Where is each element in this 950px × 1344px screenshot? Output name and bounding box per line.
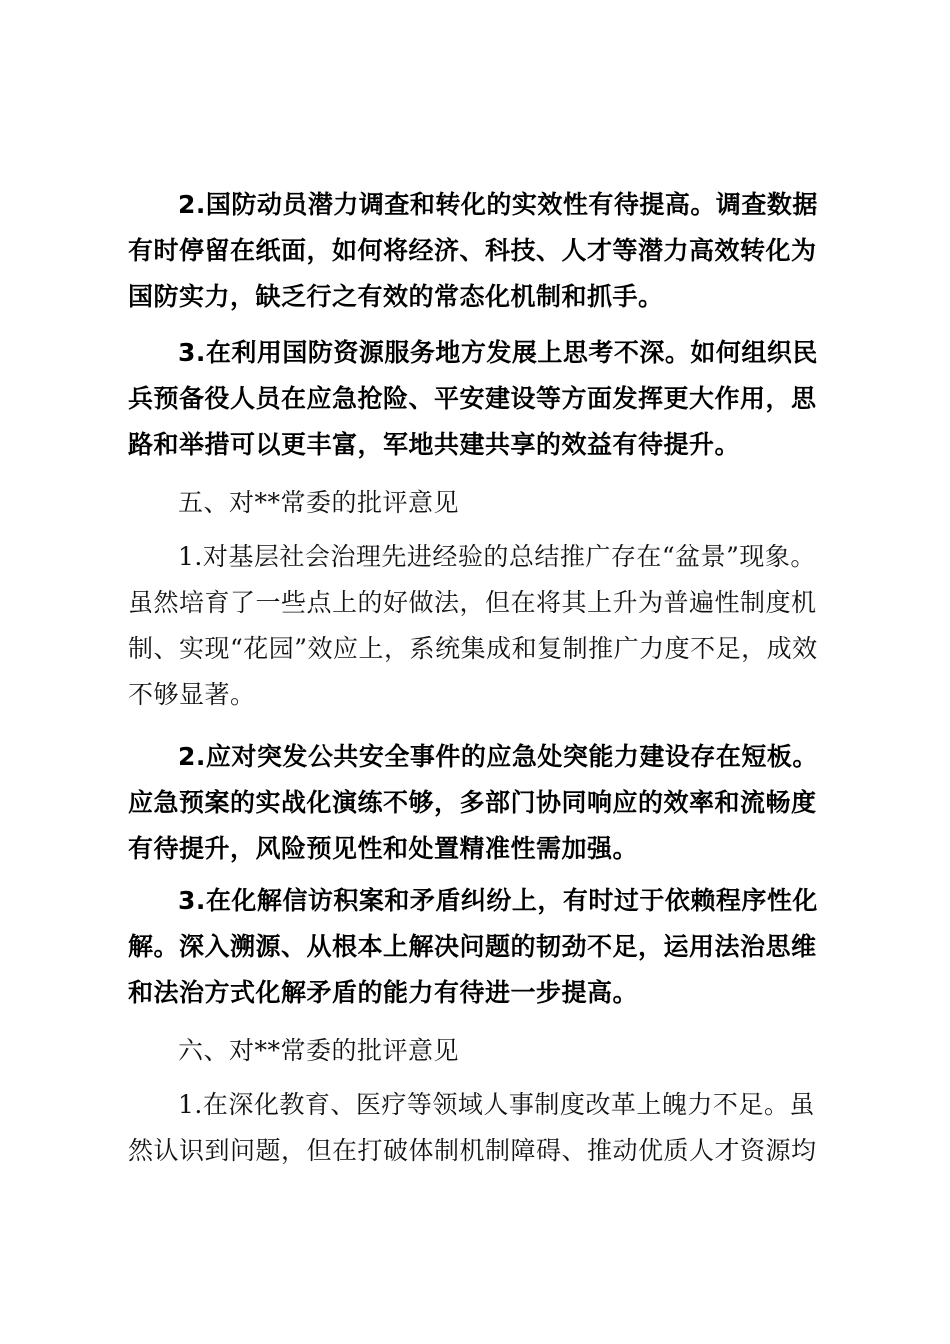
paragraph-national-defense-potential: 2.国防动员潜力调查和转化的实效性有待提高。调查数据有时停留在纸面，如何将经济、科技、人才等潜力高效转化为国防实力，缺乏行之有效的常态化机制和抓手。 <box>128 190 818 311</box>
paragraph-emergency-response: 2.应对突发公共安全事件的应急处突能力建设存在短板。应急预案的实战化演练不够，多部门协同响应的效率和流畅度有待提升，风险预见性和处置精准性需加强。 <box>128 742 818 863</box>
paragraph-defense-resources-service: 3.在利用国防资源服务地方发展上思考不深。如何组织民兵预备役人员在应急抢险、平安建设等方面发挥更大作用，思路和举措可以更丰富，军地共建共享的效益有待提升。 <box>128 338 818 459</box>
paragraph-grassroots-governance: 1.对基层社会治理先进经验的总结推广存在“盆景”现象。虽然培育了一些点上的好做法，但在将其上升为普遍性制度机制、实现“花园”效应上，系统集成和复制推广力度不足，成效不够显著。 <box>128 542 818 709</box>
section-heading-six: 六、对**常委的批评意见 <box>178 1036 460 1065</box>
paragraph-personnel-reform: 1.在深化教育、医疗等领域人事制度改革上魄力不足。虽然认识到问题，但在打破体制机制障碍、推动优质人才资源均 <box>128 1090 817 1165</box>
section-heading-five: 五、对**常委的批评意见 <box>178 488 460 517</box>
paragraph-petition-disputes: 3.在化解信访积案和矛盾纠纷上，有时过于依赖程序性化解。深入溯源、从根本上解决问题的韧劲不足，运用法治思维和法治方式化解矛盾的能力有待进一步提高。 <box>128 886 818 1007</box>
